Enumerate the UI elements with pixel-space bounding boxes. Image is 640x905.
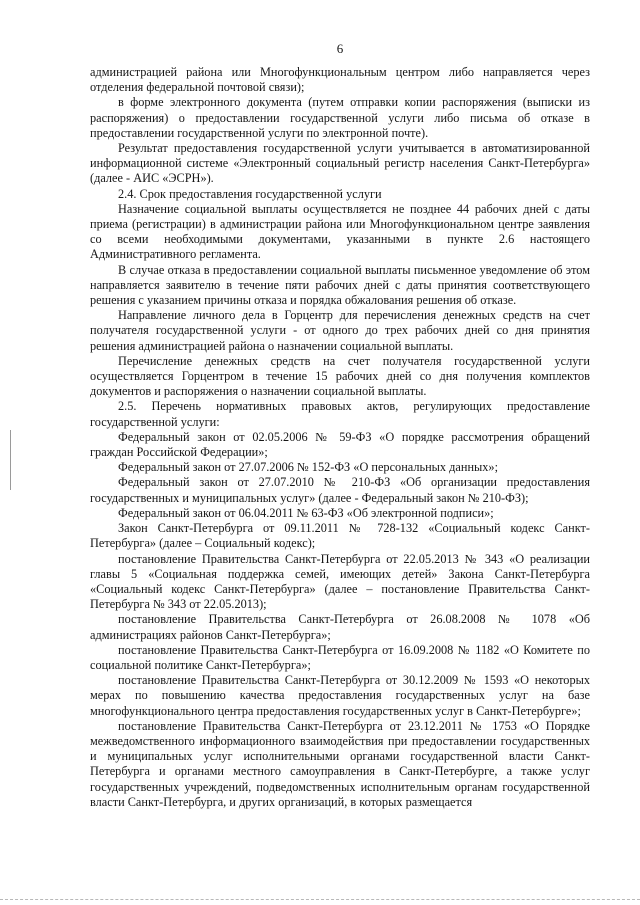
scan-bottom-edge <box>0 899 640 901</box>
document-body <box>90 65 590 810</box>
page-number: 6 <box>336 41 344 56</box>
law-item-59-fz: Федеральный закон от 02.05.2006 № 59-ФЗ «О порядке рассмотрения обращений граждан Российской Федерации»; <box>90 429 590 460</box>
scan-margin-mark <box>10 430 11 490</box>
law-item-resolution-1593: постановление Правительства Санкт-Петербурга от 30.12.2009 № 1593 «О некоторых мерах по повышению качества предоставления государственных услуг на базе многофункционального центра предоставления государственных услуг в Санкт-Петербурге»; <box>90 673 590 718</box>
law-item-152-fz: Федеральный закон от 27.07.2006 № 152-ФЗ «О персональных данных»; <box>118 460 498 475</box>
law-item-resolution-1182: постановление Правительства Санкт-Петербурга от 16.09.2008 № 1182 «О Комитете по социальной политике Санкт-Петербурга»; <box>90 642 590 672</box>
paragraph-result-registry: Результат предоставления государственной услуги учитывается в автоматизированной информационной системе «Электронный социальный регистр населения Санкт-Петербурга» (далее - АИС «ЭСРН»). <box>90 141 590 186</box>
law-item-resolution-1753: постановление Правительства Санкт-Петербурга от 23.12.2011 № 1753 «О Порядке межведомственного информационного взаимодействия при предоставлении государственных и муниципальных услуг исполнительными органами государственной власти Санкт-Петербурга и органами местного самоуправления в Санкт-Петербурге, а также услуг государственных учреждений, подведомственных исполнительным органам государственной власти Санкт-Петербурга, и других организаций, в которых размещается <box>90 718 590 809</box>
law-item-63-fz: Федеральный закон от 06.04.2011 № 63-ФЗ «Об электронной подписи»; <box>118 505 494 520</box>
paragraph-funds-transfer: Перечисление денежных средств на счет получателя государственной услуги осуществляется Горцентром в течение 15 рабочих дней со дня получения комплектов документов и распоряжения о назначении социальной выплаты. <box>90 353 590 399</box>
paragraph-delivery-continuation: администрацией района или Многофункциональным центром либо направляется через отделения федеральной почтовой связи); <box>90 65 590 95</box>
law-item-resolution-343: постановление Правительства Санкт-Петербурга от 22.05.2013 № 343 «О реализации главы 5 «Социальная поддержка семей, имеющих детей» Закона Санкт-Петербурга «Социальный кодекс Санкт-Петербурга» (далее – постановление Правительства Санкт-Петербурга № 343 от 22.05.2013); <box>90 551 590 612</box>
law-item-resolution-1078: постановление Правительства Санкт-Петербурга от 26.08.2008 № 1078 «Об администрациях районов Санкт-Петербурга»; <box>90 612 590 642</box>
law-item-social-code: Закон Санкт-Петербурга от 09.11.2011 № 728-132 «Социальный кодекс Санкт-Петербурга» (далее – Социальный кодекс); <box>90 521 590 551</box>
paragraph-file-transfer: Направление личного дела в Горцентр для перечисления денежных средств на счет получателя государственной услуги - от одного до трех рабочих дней со дня принятия решения администрацией района о назначении социальной выплаты. <box>90 308 590 353</box>
law-item-210-fz: Федеральный закон от 27.07.2010 № 210-ФЗ «Об организации предоставления государственных и муниципальных услуг» (далее - Федеральный закон № 210-ФЗ); <box>90 475 590 505</box>
paragraph-refusal-notice: В случае отказа в предоставлении социальной выплаты письменное уведомление об этом направляется заявителю в течение пяти рабочих дней с даты принятия соответствующего решения с указанием причины отказа и порядка обжалования решения об отказе. <box>90 262 590 308</box>
paragraph-payment-deadline: Назначение социальной выплаты осуществляется не позднее 44 рабочих дней с даты приема (регистрации) в администрации района или Многофункциональном центре заявления со всеми необходимыми документами, указанными в пункте 2.6 настоящего Административного регламента. <box>90 201 590 262</box>
paragraph-electronic-form: в форме электронного документа (путем отправки копии распоряжения (выписки из распоряжения) о предоставлении государственной услуги либо письма об отказе в предоставлении государственной услуги по электронной почте). <box>90 95 590 140</box>
section-heading-2-4: 2.4. Срок предоставления государственной услуги <box>118 186 382 201</box>
section-heading-2-5: 2.5. Перечень нормативных правовых актов, регулирующих предоставление государственной услуги: <box>90 399 590 429</box>
